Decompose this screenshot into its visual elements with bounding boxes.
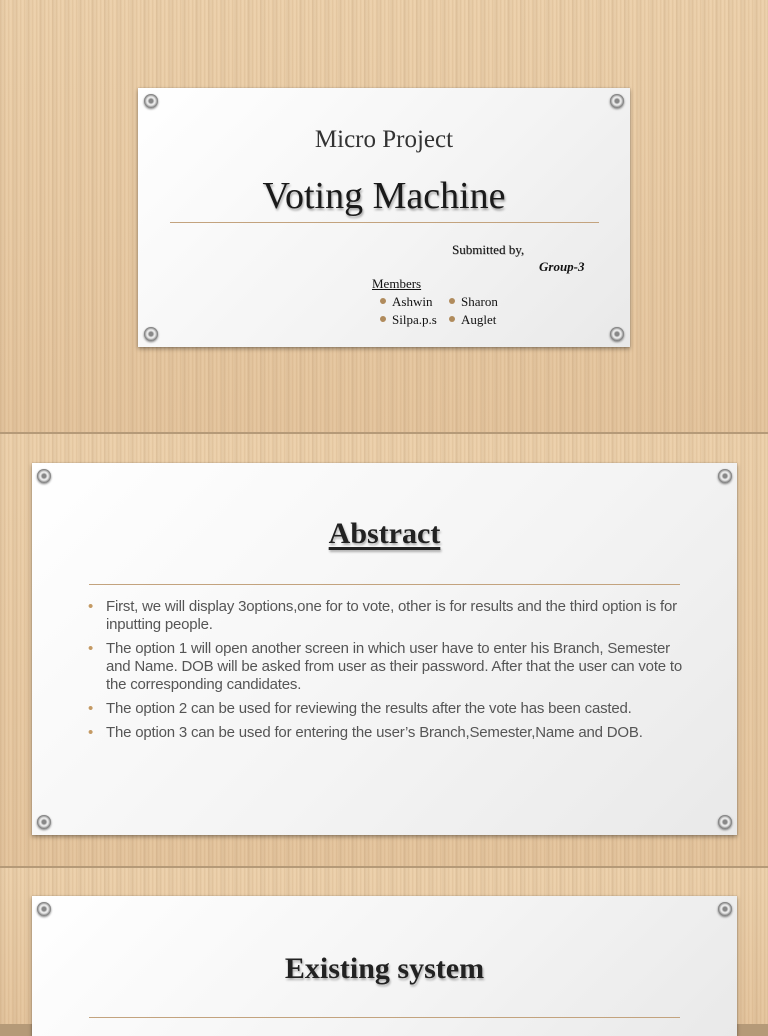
divider: [89, 584, 680, 585]
slide-1: [0, 0, 768, 432]
pushpin-icon: [37, 469, 51, 483]
divider: [89, 1017, 680, 1018]
submitted-by-label: Submitted by,: [452, 242, 525, 257]
member-item: Ashwin: [380, 294, 432, 310]
pushpin-icon: [37, 815, 51, 829]
bullet-dot-icon: •: [88, 700, 94, 717]
bullet-dot-icon: •: [88, 724, 94, 741]
bullet-dot-icon: [380, 298, 386, 304]
members-label: Members: [372, 276, 422, 291]
slide-title: Voting Machine: [262, 175, 506, 217]
pushpin-icon: [610, 94, 624, 108]
pushpin-icon: [144, 327, 158, 341]
group-label: Group-3: [539, 259, 585, 274]
slide-subtitle: Micro Project: [314, 126, 454, 153]
bullet-dot-icon: [449, 316, 455, 322]
pushpin-icon: [610, 327, 624, 341]
pushpin-icon: [718, 469, 732, 483]
list-item: • The option 1 will open another screen in which user have to enter his Branch, Semester and Name. DOB will be asked from user as their password. After that the user can vote to the corresponding candidates.: [88, 640, 683, 693]
existing-system-card: [32, 896, 737, 1036]
member-item: Silpa.p.s: [380, 312, 437, 328]
pushpin-icon: [37, 902, 51, 916]
abstract-card: [32, 463, 737, 835]
divider: [170, 222, 599, 223]
pushpin-icon: [718, 902, 732, 916]
list-item: • First, we will display 3options,one for to vote, other is for results and the third option is for inputting people.: [88, 598, 677, 633]
list-item: • The option 3 can be used for entering the user’s Branch,Semester,Name and DOB.: [88, 724, 643, 741]
slide-title: Abstract: [328, 517, 441, 550]
member-item: Auglet: [449, 312, 496, 328]
bullet-list: [88, 598, 688, 748]
list-item: • The option 2 can be used for reviewing the results after the vote has been casted.: [88, 700, 632, 717]
slide-2: [0, 434, 768, 866]
bullet-dot-icon: •: [88, 640, 94, 657]
member-item: Sharon: [449, 294, 498, 310]
slide-3: [0, 868, 768, 1024]
bullet-dot-icon: [449, 298, 455, 304]
slide-title: Existing system: [284, 952, 485, 985]
title-card: [138, 88, 630, 347]
pushpin-icon: [144, 94, 158, 108]
pushpin-icon: [718, 815, 732, 829]
bullet-dot-icon: •: [88, 598, 94, 615]
bullet-dot-icon: [380, 316, 386, 322]
